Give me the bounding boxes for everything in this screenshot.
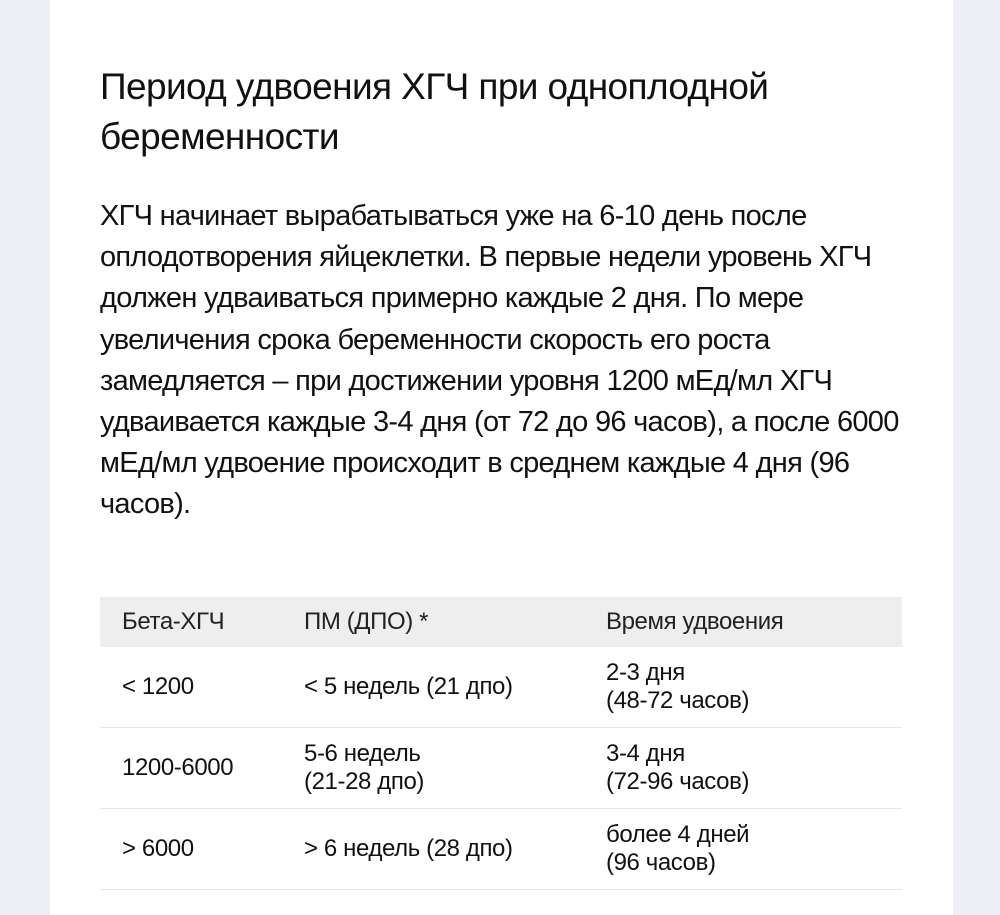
cell-doubling-line: (72-96 часов) [606,768,750,795]
cell-term [282,728,584,809]
cell-doubling [584,809,902,890]
table-row [100,809,902,890]
cell-hcg: 1200-6000 [100,728,282,809]
cell-doubling-line: (48-72 часов) [606,687,750,714]
cell-term-line: > 6 недель (28 дпо) [304,835,513,862]
table-header-row [100,597,902,647]
cell-term-line: (21-28 дпо) [304,768,424,795]
article-title: Период удвоения ХГЧ при одноплодной беременности [100,66,769,157]
article-card [50,0,953,915]
table-row [100,647,902,728]
cell-term-line: 5-6 недель [304,740,421,767]
header-beta-hcg: Бета-ХГЧ [100,597,282,647]
cell-term [282,809,584,890]
article-paragraph: ХГЧ начинает вырабатываться уже на 6-10 день после оплодотворения яйцеклетки. В первые недели уровень ХГЧ должен удваиваться примерно каждые 2 дня. По мере увеличения срока беременности скорость его роста замедляется – при достижении уровня 1200 мЕд/мл ХГЧ удваивается каждые 3-4 дня (от 72 до 96 часов), а после 6000 мЕд/мл удвоение происходит в среднем каждые 4 дня (96 часов). [100,200,899,521]
cell-doubling-line: 3-4 дня [606,740,685,767]
cell-term-line: < 5 недель (21 дпо) [304,673,513,700]
cell-doubling [584,647,902,728]
hcg-doubling-table [100,597,902,890]
cell-term [282,647,584,728]
header-term: ПМ (ДПО) * [282,597,584,647]
cell-doubling [584,728,902,809]
cell-doubling-line: более 4 дней [606,821,750,848]
table-row [100,728,902,809]
cell-hcg: < 1200 [100,647,282,728]
header-doubling-time: Время удвоения [584,597,902,647]
cell-hcg: > 6000 [100,809,282,890]
cell-doubling-line: 2-3 дня [606,659,685,686]
cell-doubling-line: (96 часов) [606,849,716,876]
